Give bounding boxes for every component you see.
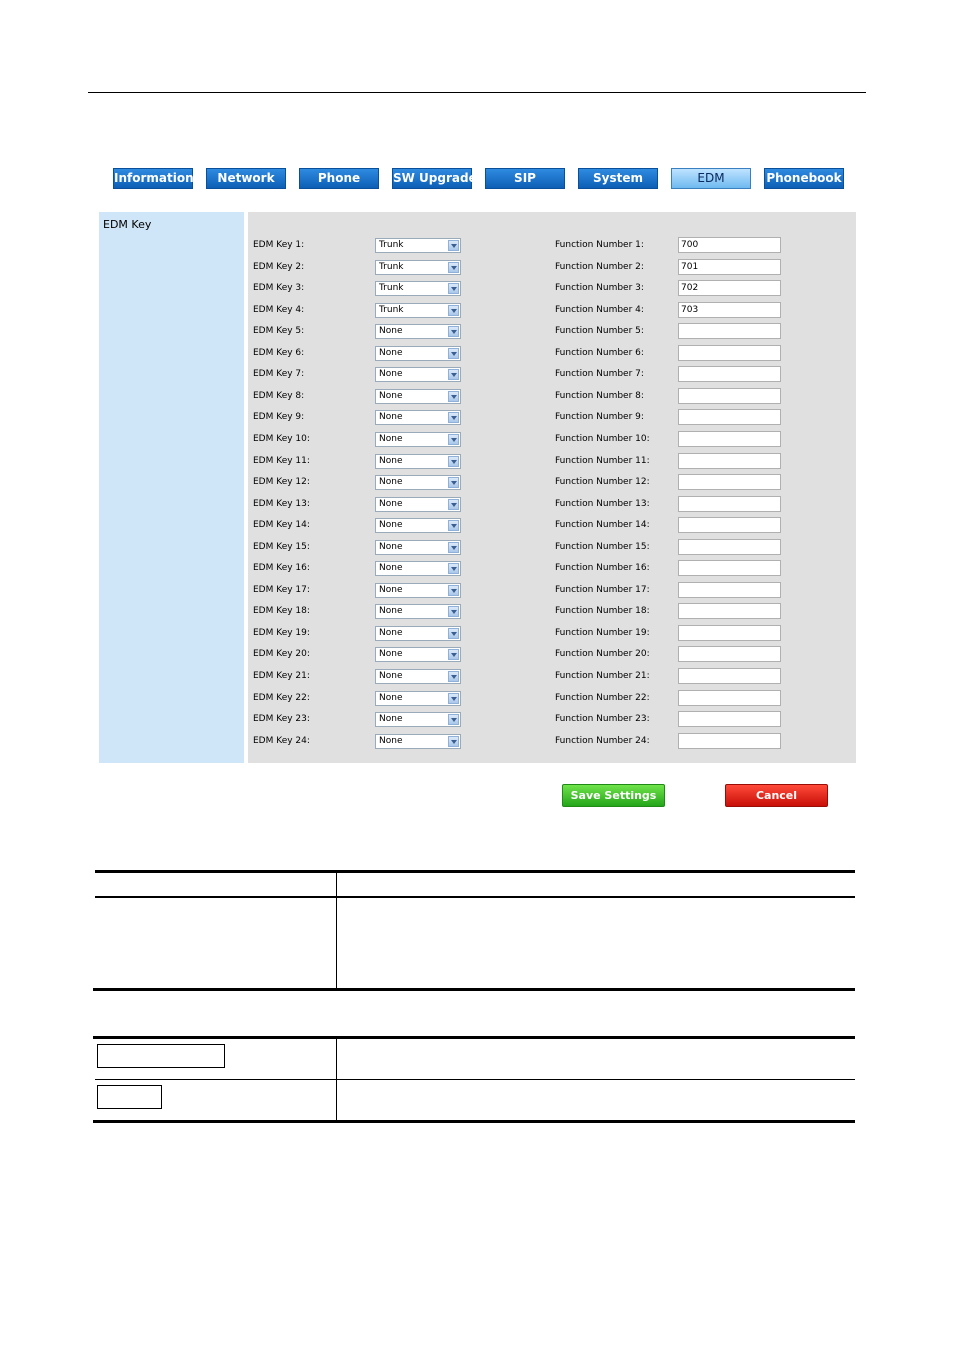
edm-key-type-value: None	[379, 649, 403, 660]
function-number-label: Function Number 14:	[555, 520, 650, 531]
edm-key-type-select[interactable]	[375, 626, 461, 641]
edm-key-type-value: None	[379, 455, 403, 466]
edm-key-type-select[interactable]	[375, 604, 461, 619]
table2-bottom-rule	[93, 1120, 855, 1123]
edm-key-type-value: None	[379, 735, 403, 746]
function-number-input[interactable]	[678, 237, 781, 253]
edm-key-row	[248, 431, 856, 449]
function-number-input[interactable]	[678, 280, 781, 296]
chevron-down-icon[interactable]	[448, 649, 459, 660]
chevron-down-icon[interactable]	[448, 736, 459, 747]
table1-top-rule	[95, 870, 855, 873]
function-number-label: Function Number 20:	[555, 649, 650, 660]
chevron-down-icon[interactable]	[448, 520, 459, 531]
function-number-label: Function Number 22:	[555, 692, 650, 703]
edm-key-type-value: None	[379, 671, 403, 681]
function-number-input[interactable]	[678, 345, 781, 361]
edm-key-type-value: Trunk	[379, 240, 404, 250]
function-number-label: Function Number 13:	[555, 498, 650, 509]
edm-key-type-select[interactable]	[375, 410, 461, 425]
edm-key-row	[248, 517, 856, 535]
edm-key-label: EDM Key 14:	[253, 520, 310, 531]
function-number-label: Function Number 8:	[555, 390, 644, 401]
edm-key-type-value: None	[379, 584, 403, 595]
function-number-label: Function Number 18:	[555, 606, 650, 617]
edm-key-type-select[interactable]	[375, 647, 461, 662]
function-number-label: Function Number 11:	[555, 455, 650, 466]
table1-column-divider	[336, 873, 337, 989]
edm-key-type-value: None	[379, 347, 403, 358]
chevron-down-icon[interactable]	[448, 348, 459, 359]
function-number-input[interactable]	[678, 560, 781, 576]
chevron-down-icon[interactable]	[448, 499, 459, 510]
edm-key-type-select[interactable]	[375, 561, 461, 576]
edm-key-row	[248, 409, 856, 427]
edm-key-type-value: None	[379, 434, 403, 444]
edm-key-label: EDM Key 8:	[253, 390, 305, 401]
edm-key-row	[248, 302, 856, 320]
edm-key-type-value: Trunk	[379, 304, 404, 315]
edm-key-row	[248, 690, 856, 708]
function-number-input[interactable]	[678, 366, 781, 382]
tab-sip[interactable]: SIP	[485, 168, 565, 189]
edm-key-type-value: None	[379, 692, 403, 703]
function-number-label: Function Number 10:	[555, 434, 650, 444]
edm-key-row	[248, 646, 856, 664]
function-number-input[interactable]	[678, 496, 781, 512]
edm-key-type-value: None	[379, 498, 403, 509]
edm-key-label: EDM Key 10:	[253, 434, 310, 444]
edm-key-label: EDM Key 6:	[253, 347, 305, 358]
chevron-down-icon[interactable]	[448, 628, 459, 639]
cancel-button[interactable]: Cancel	[725, 784, 828, 807]
edm-key-type-value: None	[379, 477, 403, 488]
header-rule	[88, 92, 866, 93]
edm-key-type-select[interactable]	[375, 303, 461, 318]
chevron-down-icon[interactable]	[448, 391, 459, 402]
function-number-input[interactable]	[678, 302, 781, 318]
edm-key-row	[248, 603, 856, 621]
edm-key-type-select[interactable]	[375, 475, 461, 490]
edm-key-type-select[interactable]	[375, 432, 461, 447]
function-number-label: Function Number 2:	[555, 261, 644, 272]
edm-key-row	[248, 388, 856, 406]
section-sidebar	[99, 212, 244, 763]
edm-key-type-select[interactable]	[375, 281, 461, 296]
table2-top-rule	[93, 1036, 855, 1039]
edm-key-type-value: None	[379, 520, 403, 531]
table2-column-divider	[336, 1039, 337, 1121]
edm-key-label: EDM Key 17:	[253, 584, 310, 595]
tab-information[interactable]: Information	[113, 168, 193, 189]
edm-key-type-value: Trunk	[379, 283, 404, 294]
edm-key-type-select[interactable]	[375, 389, 461, 404]
edm-key-type-select[interactable]	[375, 324, 461, 339]
edm-key-label: EDM Key 5:	[253, 326, 305, 337]
function-number-input[interactable]	[678, 625, 781, 641]
table1-header-rule	[95, 896, 855, 898]
function-number-input[interactable]	[678, 668, 781, 684]
function-number-label: Function Number 19:	[555, 627, 650, 638]
cancel-button-reference	[97, 1085, 162, 1109]
edm-key-type-value: None	[379, 412, 403, 423]
function-number-input[interactable]	[678, 582, 781, 598]
table2-row-rule	[95, 1079, 855, 1080]
edm-key-type-select[interactable]	[375, 260, 461, 275]
edm-key-row	[248, 345, 856, 363]
edm-key-label: EDM Key 21:	[253, 671, 310, 681]
function-number-input[interactable]	[678, 646, 781, 662]
edm-key-row	[248, 711, 856, 729]
edm-key-row	[248, 560, 856, 578]
edm-key-row	[248, 733, 856, 751]
edm-key-type-select[interactable]	[375, 540, 461, 555]
edm-key-type-value: None	[379, 606, 403, 617]
edm-key-row	[248, 280, 856, 298]
chevron-down-icon[interactable]	[448, 456, 459, 467]
edm-key-row	[248, 366, 856, 384]
function-number-label: Function Number 21:	[555, 671, 650, 681]
edm-key-type-value: None	[379, 627, 403, 638]
edm-key-label: EDM Key 18:	[253, 606, 310, 617]
edm-key-type-select[interactable]	[375, 734, 461, 749]
edm-key-type-value: None	[379, 390, 403, 401]
chevron-down-icon[interactable]	[448, 693, 459, 704]
chevron-down-icon[interactable]	[448, 326, 459, 337]
edm-key-label: EDM Key 9:	[253, 412, 305, 423]
edm-key-label: EDM Key 23:	[253, 714, 310, 725]
function-number-label: Function Number 9:	[555, 412, 644, 423]
function-number-label: Function Number 7:	[555, 369, 644, 380]
edm-key-label: EDM Key 13:	[253, 498, 310, 509]
function-number-label: Function Number 4:	[555, 304, 644, 315]
save-settings-button[interactable]: Save Settings	[562, 784, 665, 807]
function-number-input[interactable]	[678, 323, 781, 339]
edm-key-label: EDM Key 20:	[253, 649, 310, 660]
edm-key-row	[248, 496, 856, 514]
function-number-input[interactable]	[678, 539, 781, 555]
function-number-input[interactable]	[678, 711, 781, 727]
edm-key-type-select[interactable]	[375, 497, 461, 512]
section-title: EDM Key	[103, 218, 152, 231]
edm-key-label: EDM Key 4:	[253, 304, 305, 315]
chevron-down-icon[interactable]	[448, 671, 459, 682]
edm-key-type-select[interactable]	[375, 238, 461, 253]
chevron-down-icon[interactable]	[448, 412, 459, 423]
edm-key-type-select[interactable]	[375, 583, 461, 598]
chevron-down-icon[interactable]	[448, 714, 459, 725]
edm-key-type-value: None	[379, 563, 403, 574]
function-number-input[interactable]	[678, 409, 781, 425]
chevron-down-icon[interactable]	[448, 563, 459, 574]
function-number-label: Function Number 17:	[555, 584, 650, 595]
edm-key-type-select[interactable]	[375, 454, 461, 469]
edm-key-type-value: Trunk	[379, 261, 404, 272]
edm-key-form	[248, 212, 856, 763]
chevron-down-icon[interactable]	[448, 606, 459, 617]
edm-key-type-select[interactable]	[375, 669, 461, 684]
tab-edm[interactable]: EDM	[671, 168, 751, 189]
edm-key-type-select[interactable]	[375, 712, 461, 727]
edm-key-row	[248, 582, 856, 600]
function-number-label: Function Number 3:	[555, 283, 644, 294]
edm-key-label: EDM Key 16:	[253, 563, 310, 574]
edm-key-label: EDM Key 7:	[253, 369, 305, 380]
edm-key-row	[248, 668, 856, 686]
edm-key-row	[248, 625, 856, 643]
function-number-input[interactable]	[678, 690, 781, 706]
table1-bottom-rule	[93, 988, 855, 991]
function-number-label: Function Number 1:	[555, 240, 644, 250]
chevron-down-icon[interactable]	[448, 477, 459, 488]
function-number-input[interactable]	[678, 453, 781, 469]
tab-network[interactable]: Network	[206, 168, 286, 189]
function-number-label: Function Number 5:	[555, 326, 644, 337]
function-number-input[interactable]	[678, 259, 781, 275]
function-number-label: Function Number 24:	[555, 735, 650, 746]
edm-key-row	[248, 539, 856, 557]
edm-key-label: EDM Key 24:	[253, 735, 310, 746]
edm-key-type-value: None	[379, 541, 403, 552]
chevron-down-icon[interactable]	[448, 305, 459, 316]
edm-key-row	[248, 237, 856, 255]
function-number-input[interactable]	[678, 733, 781, 749]
function-number-input[interactable]	[678, 388, 781, 404]
edm-key-type-select[interactable]	[375, 346, 461, 361]
chevron-down-icon[interactable]	[448, 542, 459, 553]
edm-key-label: EDM Key 2:	[253, 261, 305, 272]
tab-phone[interactable]: Phone	[299, 168, 379, 189]
tab-system[interactable]: System	[578, 168, 658, 189]
edm-key-row	[248, 474, 856, 492]
edm-key-label: EDM Key 12:	[253, 477, 310, 488]
edm-key-type-select[interactable]	[375, 691, 461, 706]
function-number-label: Function Number 6:	[555, 347, 644, 358]
edm-key-type-select[interactable]	[375, 367, 461, 382]
edm-key-label: EDM Key 3:	[253, 283, 305, 294]
edm-key-row	[248, 453, 856, 471]
function-number-input[interactable]	[678, 517, 781, 533]
edm-key-label: EDM Key 19:	[253, 627, 310, 638]
function-number-label: Function Number 15:	[555, 541, 650, 552]
function-number-label: Function Number 23:	[555, 714, 650, 725]
function-number-input[interactable]	[678, 431, 781, 447]
edm-key-label: EDM Key 15:	[253, 541, 310, 552]
chevron-down-icon[interactable]	[448, 262, 459, 273]
edm-key-type-value: None	[379, 326, 403, 337]
edm-key-type-value: None	[379, 714, 403, 725]
tab-phonebook[interactable]: Phonebook	[764, 168, 844, 189]
chevron-down-icon[interactable]	[448, 369, 459, 380]
edm-key-type-select[interactable]	[375, 518, 461, 533]
function-number-label: Function Number 16:	[555, 563, 650, 574]
edm-key-label: EDM Key 22:	[253, 692, 310, 703]
function-number-input[interactable]	[678, 603, 781, 619]
edm-key-type-value: None	[379, 369, 403, 380]
chevron-down-icon[interactable]	[448, 283, 459, 294]
chevron-down-icon[interactable]	[448, 585, 459, 596]
edm-key-row	[248, 323, 856, 341]
save-settings-button-reference	[97, 1044, 225, 1068]
chevron-down-icon[interactable]	[448, 434, 459, 445]
function-number-label: Function Number 12:	[555, 477, 650, 488]
tab-sw-upgrade[interactable]: SW Upgrade	[392, 168, 472, 189]
chevron-down-icon[interactable]	[448, 240, 459, 251]
edm-key-label: EDM Key 1:	[253, 240, 305, 250]
edm-key-row	[248, 259, 856, 277]
function-number-input[interactable]	[678, 474, 781, 490]
edm-key-label: EDM Key 11:	[253, 455, 310, 466]
